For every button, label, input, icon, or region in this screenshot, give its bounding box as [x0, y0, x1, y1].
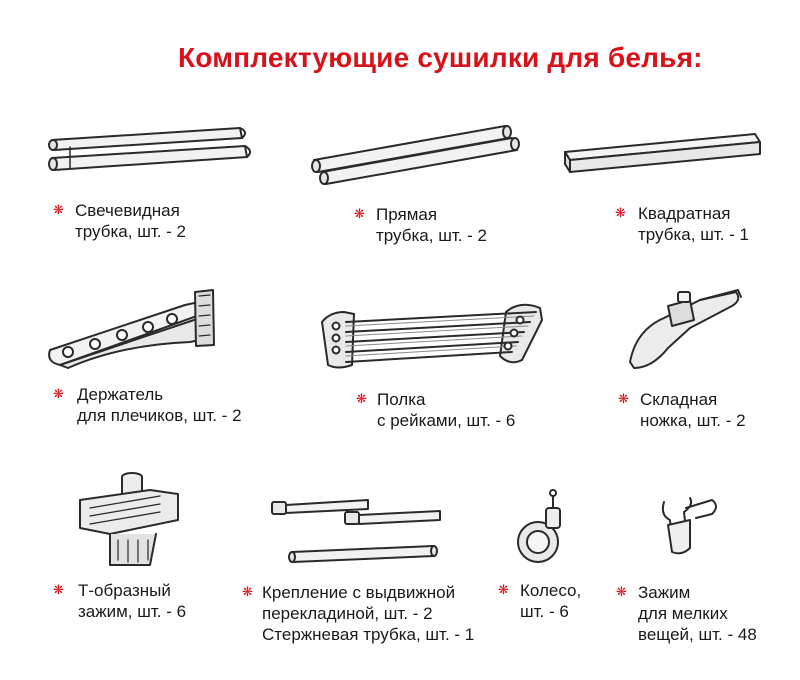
bullet-icon: ❋ — [53, 387, 64, 402]
part-label: Складная ножка, шт. - 2 — [640, 390, 746, 430]
part-label: Держатель для плечиков, шт. - 2 — [77, 385, 242, 425]
bullet-icon: ❋ — [615, 206, 626, 221]
wheel-illustration — [518, 490, 560, 562]
part-label: Полка с рейками, шт. - 6 — [377, 390, 516, 430]
candle-tube-illustration — [49, 128, 250, 170]
part-label: Прямая трубка, шт. - 2 — [376, 205, 488, 245]
bullet-icon: ❋ — [498, 583, 509, 598]
square-tube-illustration — [565, 134, 760, 172]
hanger-holder-illustration — [49, 290, 214, 368]
part-label: Колесо, шт. - 6 — [520, 581, 582, 621]
small-items-clip-illustration — [663, 498, 716, 553]
bullet-icon: ❋ — [53, 583, 64, 598]
t-clamp-illustration — [80, 473, 178, 565]
part-label: Крепление с выдвижной перекладиной, шт. - 2 Стержневая трубка, шт. - 1 — [262, 583, 475, 644]
slatted-shelf-illustration — [322, 305, 542, 368]
part-label: Т-образный зажим, шт. - 6 — [78, 581, 187, 621]
part-label: Квадратная трубка, шт. - 1 — [638, 204, 750, 244]
page-title: Комплектующие сушилки для белья: — [178, 42, 703, 73]
bullet-icon: ❋ — [53, 203, 64, 218]
bullet-icon: ❋ — [616, 585, 627, 600]
straight-tube-illustration — [312, 126, 519, 184]
bullet-icon: ❋ — [618, 392, 629, 407]
part-label: Свечевидная трубка, шт. - 2 — [75, 201, 187, 241]
bullet-icon: ❋ — [242, 585, 253, 600]
bullet-icon: ❋ — [356, 392, 367, 407]
bullet-icon: ❋ — [354, 207, 365, 222]
folding-leg-illustration — [630, 290, 741, 368]
part-label: Зажим для мелких вещей, шт. - 48 — [638, 583, 757, 644]
sliding-bar-mount-illustration — [272, 500, 440, 562]
